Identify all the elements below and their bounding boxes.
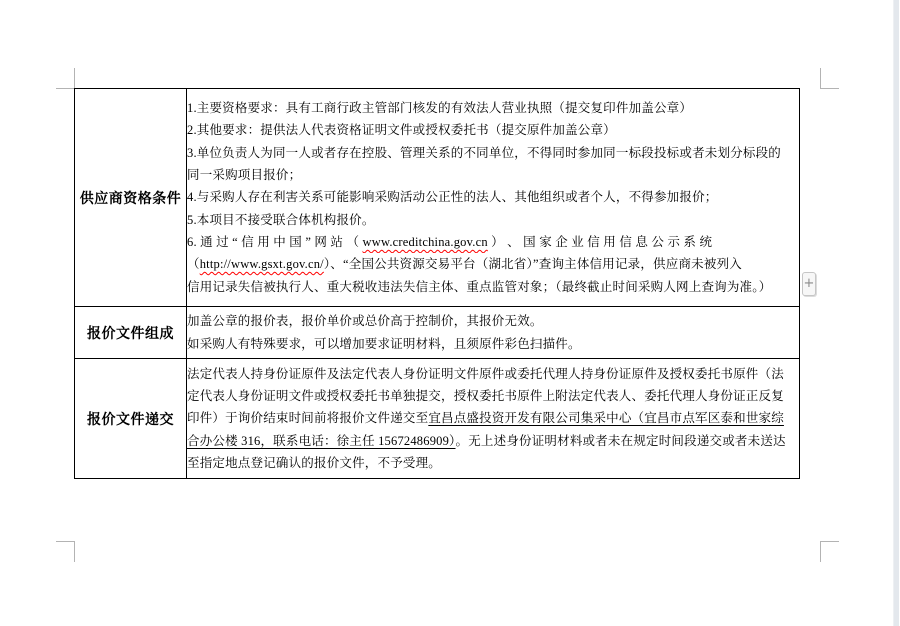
margin-crop-mark-bottom-right <box>820 541 839 562</box>
body-text: 4.与采购人存在利害关系可能影响采购活动公正性的法人、其他组织或者个人，不得参加报价； <box>187 190 718 205</box>
underlined-text: 宜昌点盛投资开发有限公司集采中心（宜昌市点军区泰和世家综 <box>428 411 784 426</box>
text-line <box>187 119 799 141</box>
row-content-cell[interactable] <box>187 359 800 479</box>
body-text: 同一采购项目报价； <box>187 168 302 183</box>
text-line <box>187 333 799 355</box>
body-text: 2.其他要求：提供法人代表资格证明文件或授权委托书（提交原件加盖公章） <box>187 123 616 138</box>
url-text: www.creditchina.gov.cn <box>362 234 488 249</box>
text-line <box>187 231 799 253</box>
text-line <box>187 142 799 164</box>
table-row <box>75 307 800 359</box>
body-text: 至指定地点登记确认的报价文件，不予受理。 <box>187 455 442 470</box>
body-text: 信用记录失信被执行人、重大税收违法失信主体、重点监管对象；（最终截止时间采购人网上查询为准。） <box>187 279 772 294</box>
text-line <box>187 385 799 407</box>
row-content-cell[interactable] <box>187 307 800 359</box>
text-line <box>187 164 799 186</box>
text-line <box>187 186 799 208</box>
text-line <box>187 310 799 332</box>
text-line <box>187 407 799 429</box>
table-row <box>75 359 800 479</box>
body-text: 3.单位负责人为同一人或者存在控股、管理关系的不同单位，不得同时参加同一标段投标或者未划分标段的 <box>187 145 781 160</box>
margin-crop-mark-bottom-left <box>56 541 75 562</box>
body-text: 。无上述身份证明材料或者未在规定时间段递交或者未送达 <box>455 433 786 448</box>
text-line <box>187 452 799 474</box>
body-text: 法定代表人持身份证原件及法定代表人身份证明文件原件或委托代理人持身份证原件及授权委托书原件（法 <box>187 366 784 381</box>
body-text: 1.主要资格要求：具有工商行政主管部门核发的有效法人营业执照（提交复印件加盖公章） <box>187 101 693 116</box>
table-row <box>75 89 800 307</box>
row-content-cell[interactable] <box>187 89 800 307</box>
url-text: http://www.gsxt.gov.cn/ <box>199 257 324 272</box>
body-text: 定代表人身份证明文件或授权委托书单独提交，授权委托书原件上附法定代表人、委托代理人身份证正反复 <box>187 389 784 404</box>
text-line <box>187 253 799 275</box>
procurement-table-body <box>75 89 800 479</box>
text-line <box>187 276 799 298</box>
row-header-cell[interactable]: 报价文件递交 <box>75 359 187 479</box>
text-line <box>187 97 799 119</box>
vertical-scrollbar[interactable] <box>893 0 899 626</box>
body-text: 加盖公章的报价表，报价单价或总价高于控制价，其报价无效。 <box>187 314 543 329</box>
margin-crop-mark-top-right <box>820 68 839 89</box>
body-text: ）、“全国公共资源交易平台（湖北省）”查询主体信用记录，供应商未被列入 <box>323 257 742 272</box>
body-text: 如采购人有特殊要求，可以增加要求证明材料，且须原件彩色扫描件。 <box>187 336 581 351</box>
row-header-cell[interactable]: 报价文件组成 <box>75 307 187 359</box>
margin-crop-mark-top-left <box>56 68 75 89</box>
body-text: ） 、 国 家 企 业 信 用 信 息 公 示 系 统 <box>487 234 713 249</box>
text-line <box>187 363 799 385</box>
text-line <box>187 209 799 231</box>
procurement-requirements-table <box>74 88 800 479</box>
row-header-cell[interactable]: 供应商资格条件 <box>75 89 187 307</box>
body-text: （ <box>187 257 200 272</box>
body-text: 印件）于询价结束时间前将报价文件递交至 <box>187 411 429 426</box>
add-table-row-button[interactable]: + <box>802 272 816 296</box>
text-line <box>187 430 799 452</box>
body-text: 6. 通 过 “ 信 用 中 国 ” 网 站 （ <box>187 234 363 249</box>
underlined-text: 合办公楼 316，联系电话：徐主任 15672486909） <box>187 433 456 448</box>
body-text: 5.本项目不接受联合体机构报价。 <box>187 212 375 227</box>
